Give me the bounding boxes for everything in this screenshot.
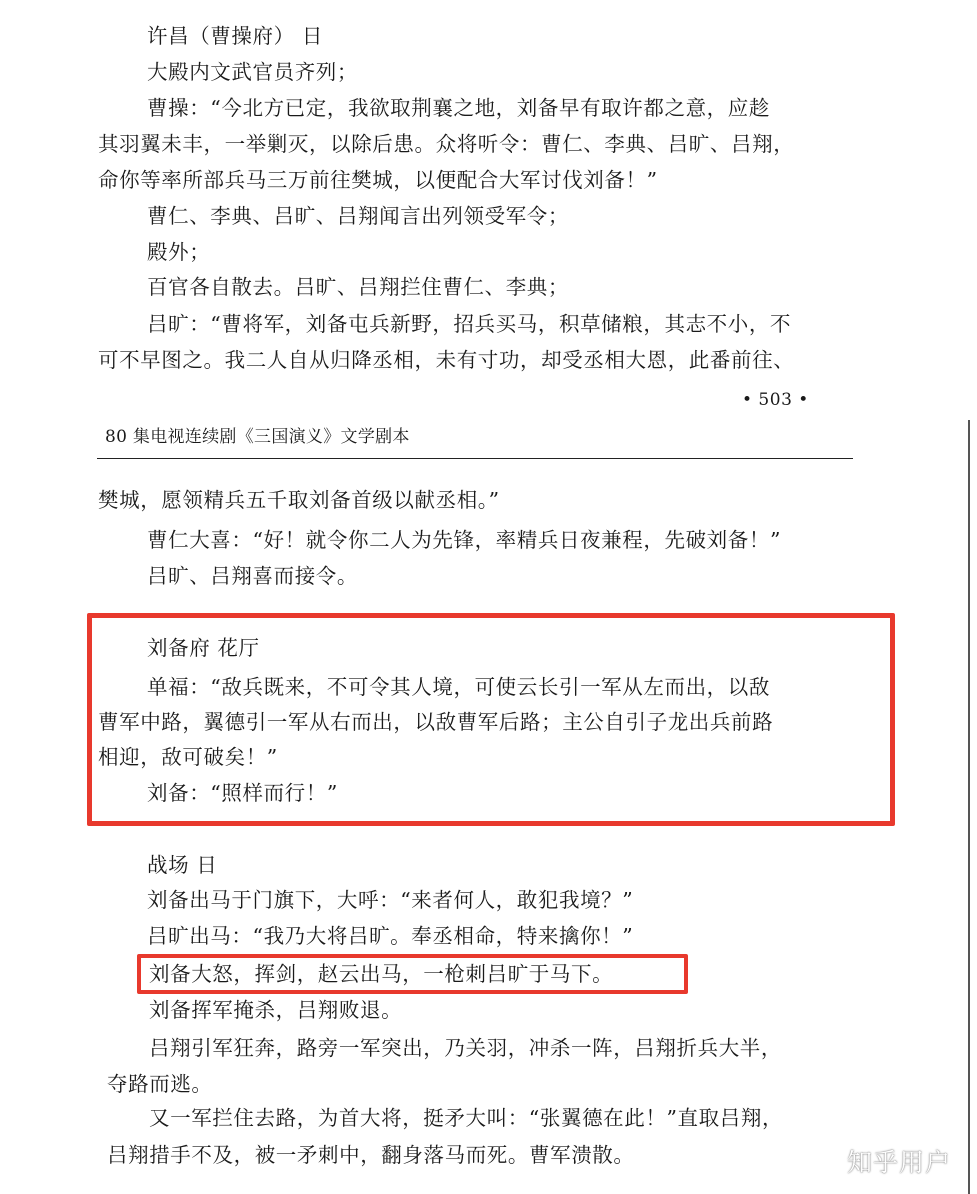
text-line: 相迎，敌可破矣！” — [98, 745, 278, 769]
text-line: 刘备大怒，挥剑，赵云出马，一枪刺吕旷于马下。 — [149, 962, 614, 986]
scan-edge-line — [968, 420, 970, 1194]
text-line: 吕旷：“曹将军，刘备屯兵新野，招兵买马，积草储粮，其志不小，不 — [147, 312, 792, 336]
header-rule — [97, 458, 853, 459]
text-line: 樊城，愿领精兵五千取刘备首级以献丞相。” — [98, 488, 500, 512]
text-line: 殿外； — [147, 240, 211, 264]
text-line: 吕翔措手不及，被一矛刺中，翻身落马而死。曹军溃散。 — [107, 1143, 635, 1167]
scene-heading-battlefield: 战场 日 — [147, 853, 218, 877]
text-line: 百官各自散去。吕旷、吕翔拦住曹仁、李典； — [147, 275, 569, 299]
page-number: • 503 • — [742, 390, 809, 410]
zhihu-watermark: 知乎用户 — [846, 1148, 951, 1177]
text-line: 曹军中路，翼德引一军从右而出，以敌曹军后路；主公自引子龙出兵前路 — [98, 710, 774, 734]
text-line: 曹仁大喜：“好！就令你二人为先锋，率精兵日夜兼程，先破刘备！” — [147, 528, 782, 552]
text-line: 曹仁、李典、吕旷、吕翔闻言出列领受军令； — [147, 204, 569, 228]
text-line: 吕翔引军狂奔，路旁一军突出，乃关羽，冲杀一阵，吕翔折兵大半， — [149, 1036, 782, 1060]
text-line: 夺路而逃。 — [107, 1072, 213, 1096]
text-line: 可不早图之。我二人自从归降丞相，未有寸功，却受丞相大恩，此番前往、 — [98, 348, 795, 372]
text-line: 吕旷出马：“我乃大将吕旷。奉丞相命，特来擒你！” — [147, 924, 634, 948]
text-line: 刘备：“照样而行！” — [147, 781, 338, 805]
text-line: 刘备挥军掩杀，吕翔败退。 — [149, 998, 403, 1022]
text-line: 其羽翼未丰，一举剿灭，以除后患。众将听令：曹仁、李典、吕旷、吕翔， — [98, 132, 795, 156]
scene-heading-liubei-mansion: 刘备府 花厅 — [147, 636, 260, 660]
text-line: 吕旷、吕翔喜而接令。 — [147, 564, 358, 588]
text-line: 大殿内文武官员齐列； — [147, 60, 358, 84]
text-line: 刘备出马于门旗下，大呼：“来者何人，敢犯我境？” — [147, 888, 634, 912]
text-line: 命你等率所部兵马三万前往樊城，以便配合大军讨伐刘备！” — [98, 168, 658, 192]
running-header: 80 集电视连续剧《三国演义》文学剧本 — [105, 427, 410, 447]
scene-heading-xuchang: 许昌（曹操府） 日 — [147, 24, 323, 48]
text-line: 单福：“敌兵既来，不可令其人境，可使云长引一军从左而出，以敌 — [147, 675, 770, 699]
text-line: 又一军拦住去路，为首大将，挺矛大叫：“张翼德在此！”直取吕翔， — [149, 1106, 784, 1130]
text-line: 曹操：“今北方已定，我欲取荆襄之地，刘备早有取许都之意，应趁 — [147, 96, 770, 120]
